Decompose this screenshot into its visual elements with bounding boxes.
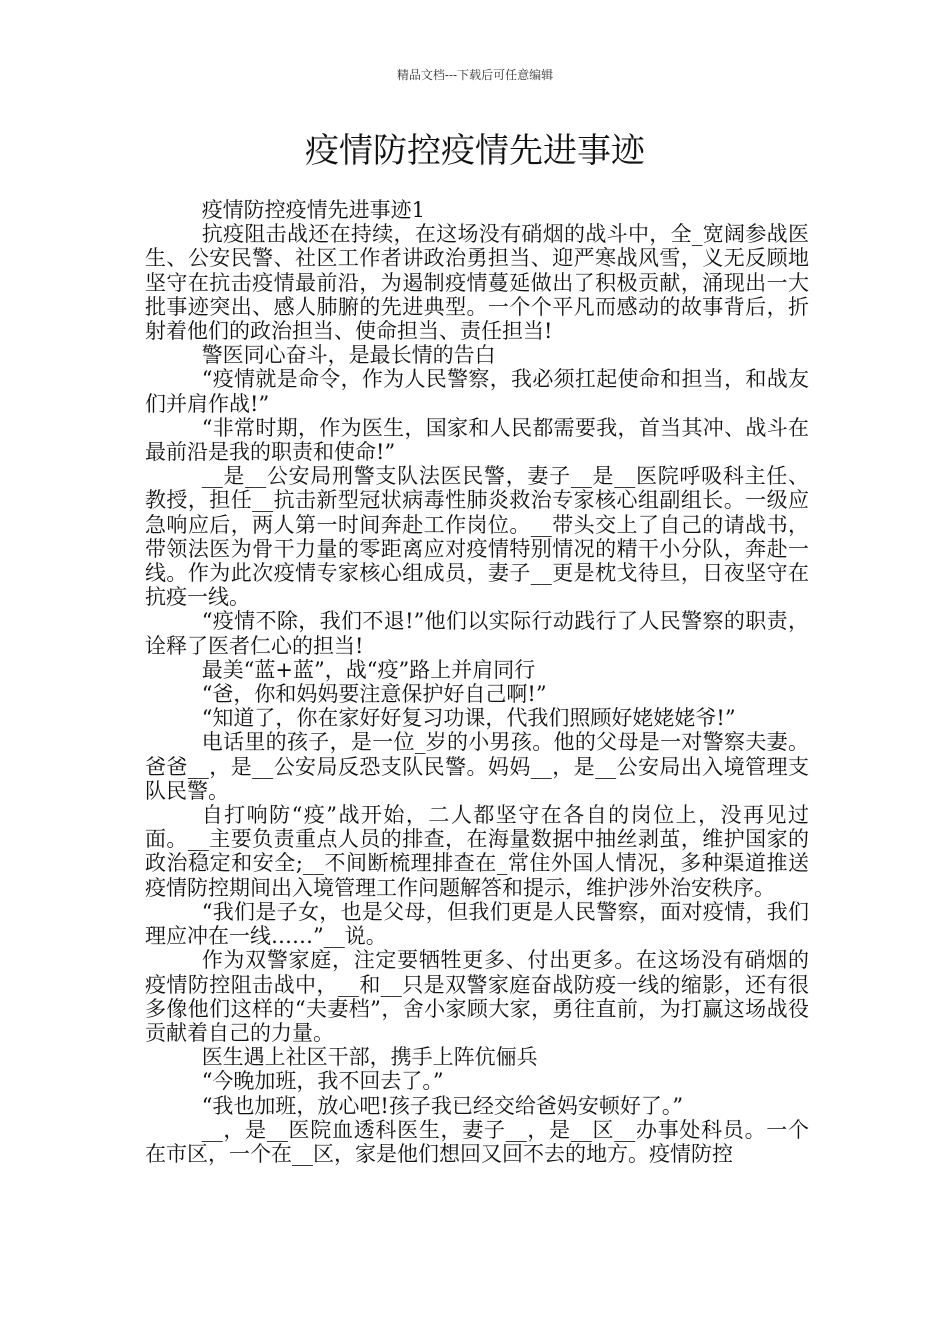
paragraph: __是__公安局刑警支队法医民警，妻子__是__医院呼吸科主任、教授，担任__抗击新型冠状病毒性肺炎救治专家核心组副组长。一级应急响应后，两人第一时间奔赴工作岗位。__带头交上了自己的请战书，带领法医为骨干力量的零距离应对疫情特别情况的精干小分队，奔赴一线。作为此次疫情专家核心组成员，妻子__更是枕戈待旦，日夜坚守在抗疫一线。 [145,464,809,610]
page-header: 精品文档---下载后可任意编辑 [396,68,554,82]
paragraph: 自打响防“疫”战开始，二人都坚守在各自的岗位上，没再见过面。__主要负责重点人员的排查，在海量数据中抽丝剥茧，维护国家的政治稳定和安全;__不间断梳理排查在_常住外国人情况，多种渠道推送疫情防控期间出入境管理工作问题解答和提示，维护涉外治安秩序。 [145,803,809,900]
paragraph: 作为双警家庭，注定要牺牲更多、付出更多。在这场没有硝烟的疫情防控阻击战中，__和__只是双警家庭奋战防疫一线的缩影，还有很多像他们这样的“夫妻档”，舍小家顾大家，勇往直前，为打赢这场战役贡献着自己的力量。 [145,948,809,1045]
paragraph: 电话里的孩子，是一位_岁的小男孩。他的父母是一对警察夫妻。爸爸__，是__公安局反恐支队民警。妈妈__，是__公安局出入境管理支队民警。 [145,730,809,803]
paragraph: “我们是子女，也是父母，但我们更是人民警察，面对疫情，我们理应冲在一线……”__说。 [145,899,809,949]
paragraph: 疫情防控疫情先进事迹1 [201,198,426,222]
document-body [145,198,809,1166]
paragraph: “非常时期，作为医生，国家和人民都需要我，首当其冲、战斗在最前沿是我的职责和使命!” [145,415,809,465]
paragraph: __，是__医院血透科医生，妻子__，是__区__办事处科员。一个在市区，一个在__区，家是他们想回又回不去的地方。疫情防控 [145,1117,809,1166]
paragraph: “疫情就是命令，作为人民警察，我必须扛起使命和担当，和战友们并肩作战!” [145,367,809,416]
paragraph: “我也加班，放心吧!孩子我已经交给爸妈安顿好了。” [201,1093,684,1118]
section-heading: 警医同心奋斗，是最长情的告白 [201,343,496,368]
paragraph: “爸，你和妈妈要注意保护好自己啊!” [201,682,547,707]
paragraph: “知道了，你在家好好复习功课，代我们照顾好姥姥姥爷!” [201,706,736,731]
document-title: 疫情防控疫情先进事迹 [305,131,645,171]
paragraph: “今晚加班，我不回去了。” [201,1069,444,1094]
section-heading: 最美“蓝+蓝”，战“疫”路上并肩同行 [201,657,536,682]
paragraph: 抗疫阻击战还在持续，在这场没有硝烟的战斗中，全_宽阔参战医生、公安民警、社区工作者讲政治勇担当、迎严寒战风雪，义无反顾地坚守在抗击疫情最前沿，为遏制疫情蔓延做出了积极贡献，涌现出一大批事迹突出、感人肺腑的先进典型。一个个平凡而感动的故事背后，折射着他们的政治担当、使命担当、责任担当! [145,222,809,344]
paragraph: “疫情不除，我们不退!”他们以实际行动践行了人民警察的职责，诠释了医者仁心的担当! [145,609,809,658]
section-heading: 医生遇上社区干部，携手上阵伉俪兵 [201,1045,538,1070]
